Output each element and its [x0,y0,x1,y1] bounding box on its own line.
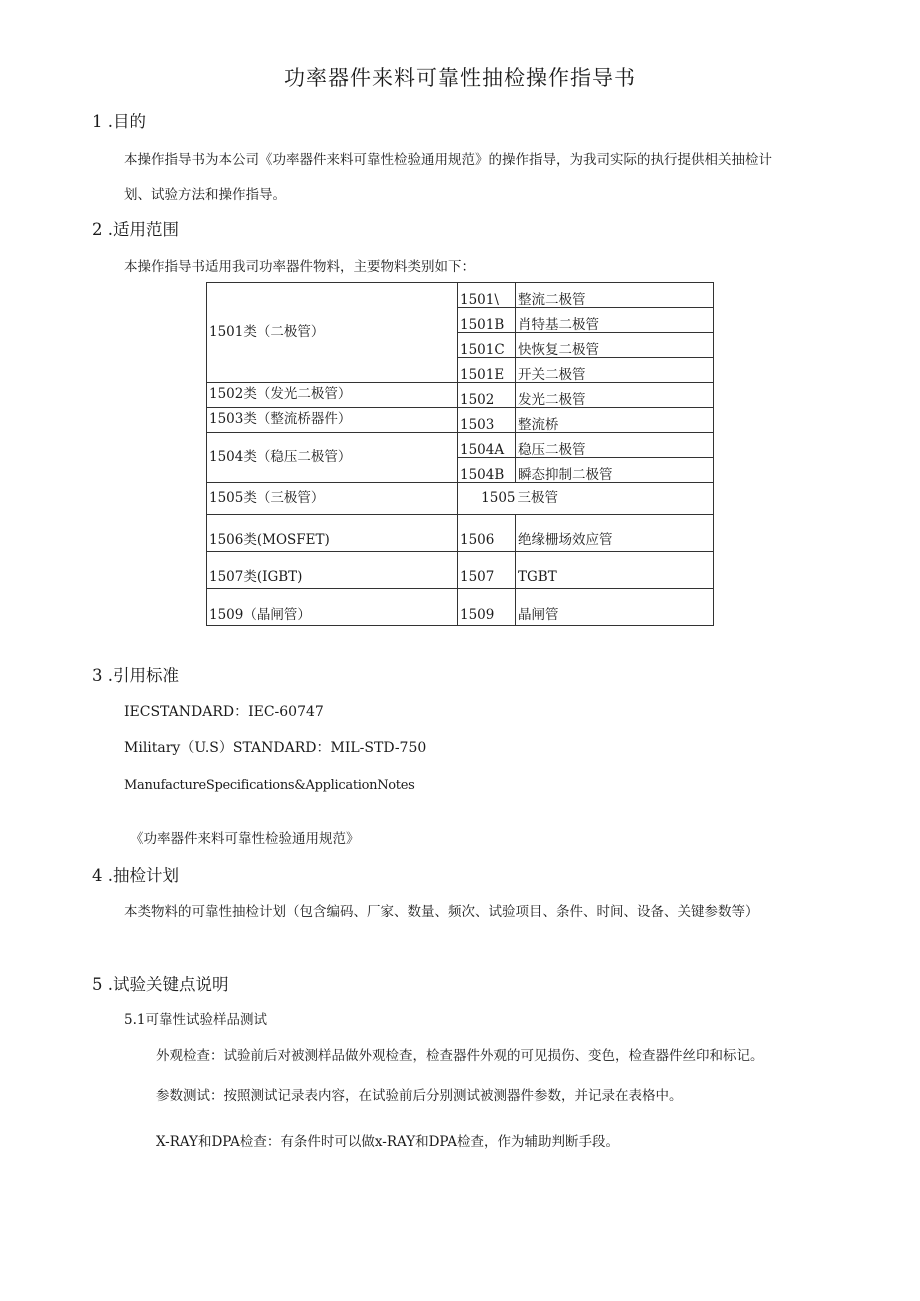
name-cell: 瞬态抑制二极管 [516,458,714,483]
name-cell: 晶闸管 [516,589,714,626]
category-cell: 1502类（发光二极管） [207,383,458,408]
standard-military: Military（U.S）STANDARD：MIL-STD-750 [124,740,427,756]
name-cell: 整流二极管 [516,283,714,308]
code-cell: 1509 [458,589,516,626]
standard-internal-spec: 《功率器件来料可靠性检验通用规范》 [130,831,360,847]
section-2-intro: 本操作指导书适用我司功率器件物料，主要物料类别如下： [124,259,475,275]
section-2-heading: 2 .适用范围 [92,220,179,239]
name-cell: 三极管 [516,483,714,515]
category-cell: 1501类（二极管） [207,283,458,383]
name-cell: 绝缘栅场效应管 [516,515,714,552]
section-5-1-heading: 5.1可靠性试验样品测试 [124,1012,267,1028]
name-cell: 开关二极管 [516,358,714,383]
code-cell: 1501C [458,333,516,358]
code-cell: 1506 [458,515,516,552]
table-row [207,433,714,458]
code-cell: 1501\ [458,283,516,308]
parameter-test-text: 参数测试：按照测试记录表内容，在试验前后分别测试被测器件参数，并记录在表格中。 [156,1088,683,1104]
section-5-heading: 5 .试验关键点说明 [92,975,229,994]
code-cell: 1505 [458,483,516,515]
section-4-text: 本类物料的可靠性抽检计划（包含编码、厂家、数量、频次、试验项目、条件、时间、设备、关键参数等） [124,904,759,920]
name-cell: 稳压二极管 [516,433,714,458]
name-cell: 肖特基二极管 [516,308,714,333]
section-4-heading: 4 .抽检计划 [92,866,179,885]
code-cell: 1507 [458,552,516,589]
table-row [207,408,714,433]
category-cell: 1503类（整流桥器件） [207,408,458,433]
section-1-heading: 1 .目的 [92,112,146,131]
section-1-text-line2: 划、试验方法和操作指导。 [124,187,286,203]
category-cell: 1507类(IGBT) [207,552,458,589]
name-cell: 快恢复二极管 [516,333,714,358]
table-row [207,552,714,589]
code-cell: 1501B [458,308,516,333]
code-cell: 1501E [458,358,516,383]
category-cell: 1506类(MOSFET) [207,515,458,552]
table-row [207,283,714,308]
category-cell: 1505类（三极管） [207,483,458,515]
code-cell: 1504B [458,458,516,483]
page-title: 功率器件来料可靠性抽检操作指导书 [284,66,636,90]
code-cell: 1502 [458,383,516,408]
name-cell: 发光二极管 [516,383,714,408]
table-row [207,483,714,515]
table-row [207,589,714,626]
category-cell: 1504类（稳压二极管） [207,433,458,483]
standard-iec: IECSTANDARD：IEC-60747 [124,704,324,720]
section-1-text-line1: 本操作指导书为本公司《功率器件来料可靠性检验通用规范》的操作指导，为我司实际的执行提供相关抽检计 [124,152,772,168]
code-cell: 1503 [458,408,516,433]
table-row [207,515,714,552]
material-category-table [206,282,714,626]
xray-dpa-text: X-RAY和DPA检查：有条件时可以做x-RAY和DPA检查，作为辅助判断手段。 [156,1134,620,1150]
name-cell: TGBT [516,552,714,589]
category-cell: 1509（晶闸管） [207,589,458,626]
table-row [207,383,714,408]
appearance-check-text: 外观检查：试验前后对被测样品做外观检查，检查器件外观的可见损伤、变色，检查器件丝印和标记。 [156,1048,764,1064]
name-cell: 整流桥 [516,408,714,433]
section-3-heading: 3 .引用标准 [92,666,179,685]
code-cell: 1504A [458,433,516,458]
standard-manufacture: ManufactureSpecifications&ApplicationNotes [124,778,415,793]
